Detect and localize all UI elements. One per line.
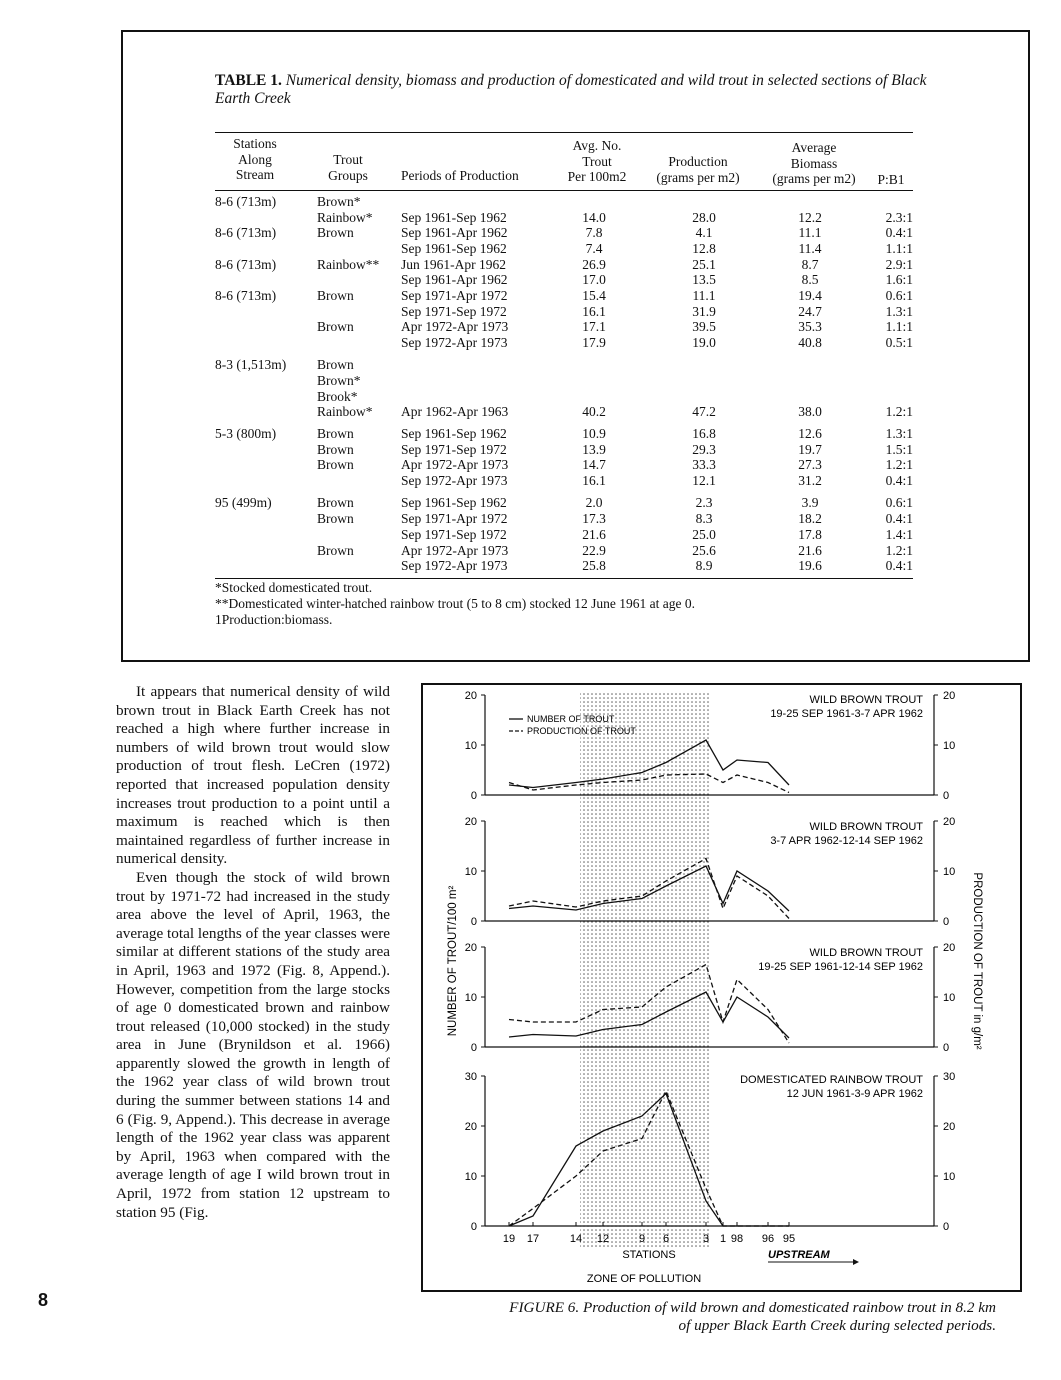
cell-biomass: 12.2 (798, 210, 822, 225)
panel-title: DOMESTICATED RAINBOW TROUT (740, 1074, 923, 1086)
right-tick-label: 0 (943, 1221, 950, 1233)
station-label: 19 (502, 1233, 516, 1245)
legend-solid-label: NUMBER OF TROUT (527, 714, 615, 724)
cell-biomass: 19.6 (798, 558, 822, 573)
cell-pb-ratio: 0.4:1 (885, 558, 913, 573)
legend-dashed-label: PRODUCTION OF TROUT (527, 726, 636, 736)
cell-avg-number: 10.9 (582, 426, 606, 441)
figure-caption: FIGURE 6. Production of wild brown and domesticated rainbow trout in 8.2 km of upper Black Earth Creek during selected periods. (509, 1299, 996, 1334)
cell-group: Brown (317, 543, 354, 558)
cell-station: 8-3 (1,513m) (215, 357, 287, 372)
cell-period: Apr 1972-Apr 1973 (401, 319, 509, 334)
cell-pb-ratio: 2.9:1 (885, 257, 913, 272)
cell-production: 12.1 (692, 473, 716, 488)
cell-pb-ratio: 0.4:1 (885, 511, 913, 526)
page-number: 8 (38, 1290, 49, 1310)
header-biomass-line: Average (791, 140, 837, 155)
y-axis-right-title: PRODUCTION OF TROUT in g/m² (971, 872, 983, 1050)
cell-period: Sep 1961-Sep 1962 (401, 426, 507, 441)
station-label: 17 (526, 1233, 540, 1245)
left-tick-label: 0 (470, 916, 477, 928)
cell-period: Sep 1961-Apr 1962 (401, 225, 508, 240)
header-avg-line: Avg. No. (572, 138, 622, 153)
footnote-winter-hatched: **Domesticated winter-hatched rainbow trout (5 to 8 cm) stocked 12 June 1961 at age 0. (215, 596, 695, 611)
cell-station: 8-6 (713m) (215, 288, 277, 303)
paragraph: It appears that numerical density of wild brown trout in Black Earth Creek has not reached a high where further increase in numbers of wild brown trout would slow production of trout flesh. LeCren (1972) reported that increased population density increases trout production to a point until a maximum is reached which is then maintained regardless of further increase in numerical density. (116, 683, 390, 868)
right-tick-label: 20 (943, 1121, 956, 1133)
cell-production: 19.0 (692, 335, 716, 350)
cell-biomass: 24.7 (798, 304, 822, 319)
cell-avg-number: 22.9 (582, 543, 606, 558)
cell-pb-ratio: 1.5:1 (885, 442, 913, 457)
cell-group: Brown (317, 288, 354, 303)
cell-production: 16.8 (692, 426, 716, 441)
cell-avg-number: 40.2 (582, 404, 606, 419)
cell-pb-ratio: 0.6:1 (885, 495, 913, 510)
y-axis-left-title: NUMBER OF TROUT/100 m² (447, 885, 459, 1037)
header-stations-line: Stations (233, 136, 277, 151)
cell-period: Apr 1972-Apr 1973 (401, 543, 509, 558)
header-periods-line: Periods of Production (401, 168, 519, 183)
station-label: 98 (730, 1233, 744, 1245)
header-stations-line: Stream (235, 167, 275, 182)
header-avg-line: Per 100m2 (567, 169, 627, 184)
cell-biomass: 27.3 (798, 457, 822, 472)
panel-title: WILD BROWN TROUT (809, 821, 923, 833)
station-label: 12 (596, 1233, 610, 1245)
cell-production: 33.3 (692, 457, 716, 472)
cell-station: 95 (499m) (215, 495, 272, 510)
cell-period: Apr 1962-Apr 1963 (401, 404, 509, 419)
station-label: 1 (719, 1233, 727, 1245)
cell-biomass: 12.6 (798, 426, 822, 441)
right-tick-label: 20 (943, 942, 956, 954)
cell-production: 13.5 (692, 272, 716, 287)
cell-group: Rainbow** (317, 257, 380, 272)
cell-period: Apr 1972-Apr 1973 (401, 457, 509, 472)
header-avg-no (555, 138, 639, 185)
right-tick-label: 10 (943, 1171, 956, 1183)
left-tick-label: 30 (464, 1071, 477, 1083)
cell-period: Sep 1961-Apr 1962 (401, 272, 508, 287)
table-rule-mid (215, 190, 913, 191)
cell-period: Sep 1972-Apr 1973 (401, 335, 508, 350)
paragraph: Even though the stock of wild brown trout by 1971-72 had increased in the study area above the level of April, 1963, the average total lengths of the year classes were similar at different stations of the study area in April, 1963 and 1972 (Fig. 8, Append.). However, competition from the large stocks of age 0 domesticated brown and rainbow trout released (10,000 stocked) in the study area in June (Brynildson et al. 1966) apparently slowed the growth in length of the 1962 year class of wild brown trout during the summer between stations 14 and 6 (Fig. 9, Append.). This decrease in average length of the 1962 year class was apparent by April, 1963 when compared with the average length of age I wild brown trout in April, 1972 from station 12 upstream to station 95 (Fig. (116, 868, 390, 1221)
cell-pb-ratio: 1.2:1 (885, 404, 913, 419)
header-groups-line: Trout (333, 152, 363, 167)
cell-period: Sep 1971-Apr 1972 (401, 511, 508, 526)
cell-station: 8-6 (713m) (215, 194, 277, 209)
header-production-line: Production (668, 154, 728, 169)
cell-pb-ratio: 1.3:1 (885, 426, 913, 441)
cell-avg-number: 15.4 (582, 288, 606, 303)
panel-subtitle: 19-25 SEP 1961-3-7 APR 1962 (770, 708, 923, 720)
table-rule-top (215, 132, 913, 133)
cell-avg-number: 17.9 (582, 335, 606, 350)
right-tick-label: 20 (943, 690, 956, 702)
cell-biomass: 8.5 (801, 272, 819, 287)
header-periods (401, 168, 541, 184)
left-tick-label: 20 (464, 816, 477, 828)
panel-subtitle: 3-7 APR 1962-12-14 SEP 1962 (770, 835, 923, 847)
cell-period: Sep 1961-Sep 1962 (401, 495, 507, 510)
cell-avg-number: 25.8 (582, 558, 606, 573)
cell-avg-number: 17.3 (582, 511, 606, 526)
station-label: 95 (782, 1233, 796, 1245)
cell-station: 8-6 (713m) (215, 257, 277, 272)
cell-group: Brown (317, 442, 354, 457)
zone-of-pollution-label: ZONE OF POLLUTION (586, 1273, 702, 1285)
header-biomass (759, 140, 869, 187)
cell-pb-ratio: 0.4:1 (885, 473, 913, 488)
cell-production: 28.0 (692, 210, 716, 225)
cell-group: Brown (317, 357, 354, 372)
cell-period: Sep 1972-Apr 1973 (401, 473, 508, 488)
header-production (643, 154, 753, 185)
cell-pb-ratio: 0.6:1 (885, 288, 913, 303)
upstream-arrow-head (853, 1259, 859, 1265)
cell-production: 29.3 (692, 442, 716, 457)
cell-avg-number: 17.0 (582, 272, 606, 287)
x-axis-title: STATIONS (622, 1249, 676, 1261)
header-avg-line: Trout (582, 153, 612, 169)
right-tick-label: 0 (943, 916, 950, 928)
cell-station: 5-3 (800m) (215, 426, 277, 441)
cell-biomass: 35.3 (798, 319, 822, 334)
cell-group: Brown (317, 319, 354, 334)
cell-pb-ratio: 1.3:1 (885, 304, 913, 319)
cell-avg-number: 2.0 (585, 495, 603, 510)
cell-avg-number: 17.1 (582, 319, 606, 334)
cell-avg-number: 21.6 (582, 527, 606, 542)
cell-period: Jun 1961-Apr 1962 (401, 257, 506, 272)
panel-subtitle: 12 JUN 1961-3-9 APR 1962 (786, 1088, 923, 1100)
left-tick-label: 20 (464, 1121, 477, 1133)
cell-avg-number: 7.8 (585, 225, 603, 240)
left-tick-label: 10 (464, 740, 477, 752)
cell-avg-number: 14.0 (582, 210, 606, 225)
footnote-stocked: *Stocked domesticated trout. (215, 580, 373, 595)
upstream-label: UPSTREAM (768, 1249, 830, 1261)
cell-avg-number: 16.1 (582, 473, 606, 488)
cell-group: Brown* (317, 373, 361, 388)
cell-group: Rainbow* (317, 210, 373, 225)
station-label: 6 (662, 1233, 670, 1245)
cell-group: Brown (317, 426, 354, 441)
cell-period: Sep 1971-Sep 1972 (401, 442, 507, 457)
cell-pb-ratio: 1.2:1 (885, 543, 913, 558)
cell-pb-ratio: 1.1:1 (885, 241, 913, 256)
cell-group: Brown (317, 511, 354, 526)
panel-title: WILD BROWN TROUT (809, 947, 923, 959)
station-label: 9 (638, 1233, 646, 1245)
panel-subtitle: 19-25 SEP 1961-12-14 SEP 1962 (758, 961, 923, 973)
cell-period: Sep 1972-Apr 1973 (401, 558, 508, 573)
cell-pb-ratio: 0.5:1 (885, 335, 913, 350)
right-tick-label: 10 (943, 740, 956, 752)
body-text (116, 683, 390, 1222)
cell-period: Sep 1971-Sep 1972 (401, 304, 507, 319)
right-tick-label: 0 (943, 1042, 950, 1054)
header-groups-line: Groups (328, 167, 368, 183)
cell-pb-ratio: 0.4:1 (885, 225, 913, 240)
cell-production: 39.5 (692, 319, 716, 334)
table-title-label: TABLE 1. (215, 72, 282, 89)
cell-group: Brown* (317, 194, 361, 209)
cell-biomass: 17.8 (798, 527, 822, 542)
cell-production: 47.2 (692, 404, 716, 419)
cell-biomass: 40.8 (798, 335, 822, 350)
cell-avg-number: 14.7 (582, 457, 606, 472)
panel-title: WILD BROWN TROUT (809, 694, 923, 706)
cell-avg-number: 16.1 (582, 304, 606, 319)
cell-period: Sep 1961-Sep 1962 (401, 210, 507, 225)
cell-production: 11.1 (692, 288, 716, 303)
table-title (215, 72, 935, 108)
header-groups (313, 152, 383, 183)
header-pb (871, 172, 911, 188)
cell-biomass: 19.7 (798, 442, 822, 457)
cell-station: 8-6 (713m) (215, 225, 277, 240)
table-box (121, 30, 1030, 662)
cell-production: 2.3 (695, 495, 713, 510)
right-tick-label: 20 (943, 816, 956, 828)
header-pb-line: P:B1 (877, 172, 905, 187)
left-tick-label: 0 (470, 1042, 477, 1054)
cell-group: Brown (317, 457, 354, 472)
cell-production: 8.9 (695, 558, 713, 573)
footnote-pb-ratio: 1Production:biomass. (215, 612, 333, 627)
header-biomass-line: Biomass (790, 155, 838, 171)
header-stations (215, 136, 295, 183)
right-tick-label: 0 (943, 790, 950, 802)
cell-production: 25.1 (692, 257, 716, 272)
left-tick-label: 10 (464, 866, 477, 878)
table-rule-bottom (215, 578, 913, 579)
cell-biomass: 31.2 (798, 473, 822, 488)
cell-period: Sep 1971-Sep 1972 (401, 527, 507, 542)
cell-period: Sep 1961-Sep 1962 (401, 241, 507, 256)
cell-production: 4.1 (695, 225, 713, 240)
cell-production: 8.3 (695, 511, 713, 526)
left-tick-label: 0 (470, 790, 477, 802)
station-label: 96 (761, 1233, 775, 1245)
cell-period: Sep 1971-Apr 1972 (401, 288, 508, 303)
cell-group: Rainbow* (317, 404, 373, 419)
cell-biomass: 21.6 (798, 543, 822, 558)
header-production-line: (grams per m2) (656, 169, 740, 185)
cell-group: Brown (317, 495, 354, 510)
header-stations-line: Along (238, 151, 272, 167)
cell-group: Brook* (317, 389, 358, 404)
left-tick-label: 0 (470, 1221, 477, 1233)
cell-production: 25.0 (692, 527, 716, 542)
cell-biomass: 19.4 (798, 288, 822, 303)
left-tick-label: 10 (464, 1171, 477, 1183)
cell-avg-number: 7.4 (585, 241, 603, 256)
cell-biomass: 11.4 (798, 241, 822, 256)
cell-biomass: 11.1 (798, 225, 822, 240)
cell-biomass: 8.7 (801, 257, 819, 272)
header-biomass-line: (grams per m2) (772, 171, 856, 186)
cell-production: 25.6 (692, 543, 716, 558)
right-tick-label: 10 (943, 866, 956, 878)
cell-pb-ratio: 1.1:1 (885, 319, 913, 334)
cell-pb-ratio: 1.2:1 (885, 457, 913, 472)
cell-biomass: 18.2 (798, 511, 822, 526)
cell-pb-ratio: 1.6:1 (885, 272, 913, 287)
cell-group: Brown (317, 225, 354, 240)
figure-chart (423, 685, 1024, 1294)
cell-pb-ratio: 1.4:1 (885, 527, 913, 542)
station-label: 14 (569, 1233, 583, 1245)
right-tick-label: 10 (943, 992, 956, 1004)
cell-pb-ratio: 2.3:1 (885, 210, 913, 225)
cell-avg-number: 13.9 (582, 442, 606, 457)
figure-box (421, 683, 1022, 1292)
right-tick-label: 30 (943, 1071, 956, 1083)
station-label: 3 (702, 1233, 710, 1245)
cell-production: 31.9 (692, 304, 716, 319)
left-tick-label: 10 (464, 992, 477, 1004)
pollution-zone-band (580, 691, 710, 1247)
cell-avg-number: 26.9 (582, 257, 606, 272)
cell-biomass: 38.0 (798, 404, 822, 419)
cell-biomass: 3.9 (801, 495, 819, 510)
left-tick-label: 20 (464, 690, 477, 702)
left-tick-label: 20 (464, 942, 477, 954)
table-title-text: Numerical density, biomass and production of domesticated and wild trout in selected sections of Black Earth Creek (215, 72, 927, 107)
cell-production: 12.8 (692, 241, 716, 256)
